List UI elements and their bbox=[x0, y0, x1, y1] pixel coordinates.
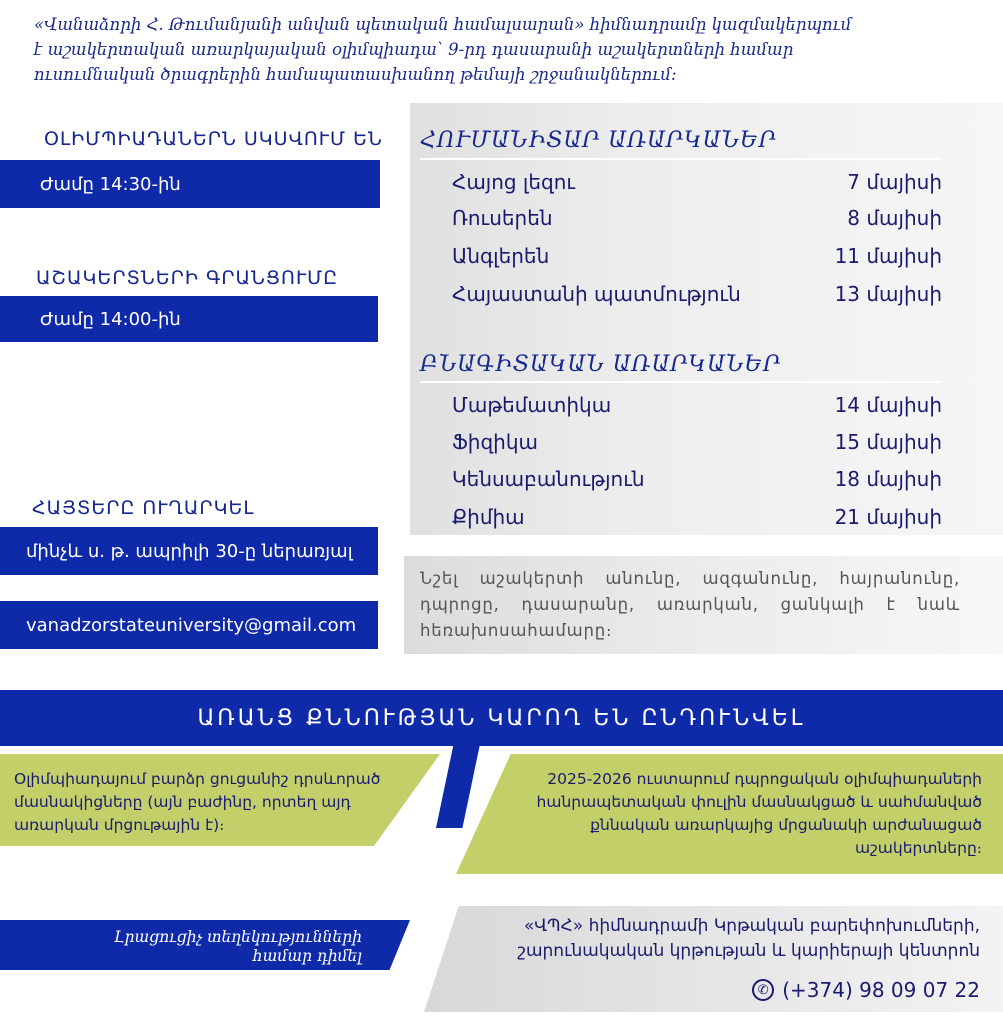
humanities-title: ՀՈՒՄԱՆԻՏԱՐ ԱՌԱՐԿԱՆԵՐ bbox=[420, 128, 777, 153]
olympiad-start-time: Ժամը 14:30-ին bbox=[40, 173, 181, 195]
subject-date: 13 մայիսի bbox=[834, 282, 942, 306]
application-note-box bbox=[404, 556, 1003, 654]
subject-row bbox=[452, 461, 942, 497]
registration-time-bar bbox=[0, 296, 378, 342]
subject-name: Հայոց լեզու bbox=[452, 170, 576, 194]
contact-organization: «ՎՊՀ» հիմնադրամի Կրթական բարեփոխումների, շարունակական կրթության և կարիերայի կենտրոն bbox=[517, 916, 980, 961]
subject-name: Անգլերեն bbox=[452, 244, 550, 268]
deadline-bar bbox=[0, 527, 378, 575]
intro-paragraph: «Վանաձորի Հ. Թումանյանի անվան պետական համալսարան» հիմնադրամը կազմակերպում է աշակերտական առարկայական օլիմպիադա՝ 9-րդ դասարանի աշակերտների համար ուսումնական ծրագրերին համապատասխանող թեմայի շրջանակներում։ bbox=[34, 15, 852, 84]
admission-title: ԱՌԱՆՑ ՔՆՆՈՒԹՅԱՆ ԿԱՐՈՂ ԵՆ ԸՆԴՈՒՆՎԵԼ bbox=[197, 705, 806, 731]
humanities-divider bbox=[420, 158, 940, 160]
email-link[interactable]: vanadzorstateuniversity@gmail.com bbox=[26, 614, 357, 636]
subject-date: 15 մայիսի bbox=[834, 430, 942, 454]
email-bar bbox=[0, 601, 378, 649]
olympiad-start-time-bar bbox=[0, 160, 380, 208]
send-applications-heading: ՀԱՅՏԵՐԸ ՈՒՂԱՐԿԵԼ bbox=[32, 497, 255, 519]
phone-number[interactable]: (+374) 98 09 07 22 bbox=[782, 978, 980, 1002]
subject-name: Հայաստանի պատմություն bbox=[452, 282, 741, 306]
phone-icon: ✆ bbox=[752, 979, 774, 1001]
info-label: Լրացուցիչ տեղեկությունների համար դիմել bbox=[113, 928, 362, 965]
subject-row bbox=[452, 164, 942, 200]
registration-heading: ԱՇԱԿԵՐՏՆԵՐԻ ԳՐԱՆՑՈՒՄԸ bbox=[36, 267, 339, 289]
admission-banner bbox=[0, 690, 1003, 746]
subject-row bbox=[452, 499, 942, 535]
admission-right-text: 2025-2026 ուստարում դպրոցական օլիմպիադաների հանրապետական փուլին մասնակցած և սահմանված քննական առարկայից մրցանակի արժանացած աշակերտները։ bbox=[536, 770, 982, 857]
application-note-text: Նշել աշակերտի անունը, ազգանունը, հայրանունը, դպրոցը, դասարանը, առարկան, ցանկալի է նաև հեռախոսահամարը։ bbox=[420, 569, 960, 640]
subject-name: Ֆիզիկա bbox=[452, 430, 539, 454]
deadline-text: մինչև ս. թ. ապրիլի 30-ը ներառյալ bbox=[26, 540, 353, 562]
subject-date: 18 մայիսի bbox=[834, 467, 942, 491]
sciences-title: ԲՆԱԳԻՏԱԿԱՆ ԱՌԱՐԿԱՆԵՐ bbox=[420, 352, 782, 377]
subject-name: Մաթեմատիկա bbox=[452, 393, 612, 417]
subject-row bbox=[452, 387, 942, 423]
subject-row bbox=[452, 276, 942, 312]
registration-time: Ժամը 14:00-ին bbox=[40, 308, 181, 330]
subject-date: 21 մայիսի bbox=[834, 505, 942, 529]
phone-line bbox=[740, 978, 980, 1002]
admission-left-text: Օլիմպիադայում բարձր ցուցանիշ դրսևորած մասնակիցները (այն բաժինը, որտեղ այդ առարկան մրցութային է)։ bbox=[14, 770, 381, 834]
subject-date: 11 մայիսի bbox=[834, 244, 942, 268]
subject-date: 8 մայիսի bbox=[847, 206, 942, 230]
subject-row bbox=[452, 238, 942, 274]
admission-divider-stripe bbox=[436, 744, 480, 828]
subject-name: Կենսաբանություն bbox=[452, 467, 645, 491]
subject-row bbox=[452, 424, 942, 460]
subject-name: Քիմիա bbox=[452, 505, 525, 529]
subject-name: Ռուսերեն bbox=[452, 206, 553, 230]
subject-date: 7 մայիսի bbox=[847, 170, 942, 194]
subject-row bbox=[452, 200, 942, 236]
olympiad-start-heading: ՕԼԻՄՊԻԱԴԱՆԵՐՆ ՍԿՍՎՈՒՄ ԵՆ bbox=[44, 128, 383, 150]
sciences-divider bbox=[420, 381, 940, 383]
subject-date: 14 մայիսի bbox=[834, 393, 942, 417]
